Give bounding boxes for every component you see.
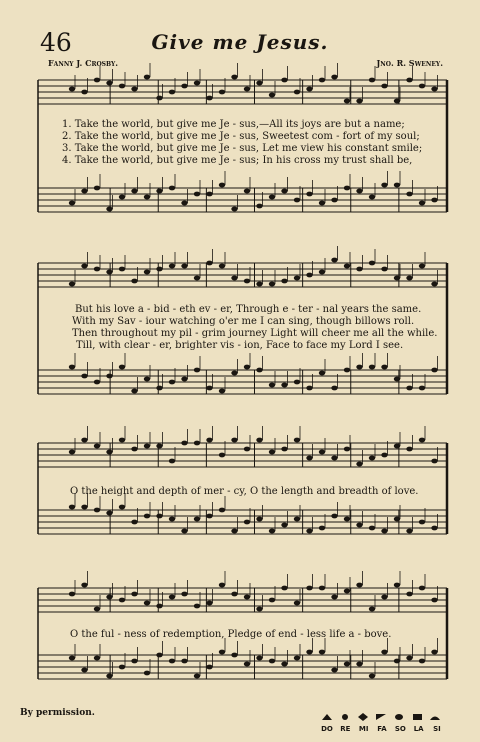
note-head (269, 529, 275, 534)
note-head (319, 526, 325, 531)
shape-notes-icon (320, 713, 444, 721)
note-head (219, 183, 225, 188)
note-head (419, 264, 425, 269)
note-head (69, 592, 75, 597)
note-head (219, 453, 225, 458)
note-head (181, 659, 187, 664)
note-head (169, 90, 175, 95)
note-head (269, 195, 275, 200)
note-head (244, 595, 250, 600)
note-head (181, 592, 187, 597)
note-head (81, 583, 87, 588)
note-head (294, 276, 300, 281)
note-head (144, 270, 150, 275)
note-head (69, 450, 75, 455)
note-head (306, 87, 312, 92)
note-head (344, 447, 350, 452)
note-head (431, 459, 437, 464)
note-head (406, 192, 412, 197)
note-head (131, 520, 137, 525)
note-head (231, 438, 237, 443)
note-head (206, 601, 212, 606)
note-head (419, 586, 425, 591)
note-head (306, 192, 312, 197)
note-head (269, 450, 275, 455)
note-head (156, 653, 162, 658)
note-head (319, 586, 325, 591)
note-head (419, 386, 425, 391)
note-head (381, 529, 387, 534)
solfa-si: SI (433, 725, 441, 733)
note-head (256, 517, 262, 522)
note-head (244, 365, 250, 370)
note-head (294, 656, 300, 661)
note-head (69, 656, 75, 661)
note-head (431, 526, 437, 531)
note-head (256, 656, 262, 661)
note-head (356, 523, 362, 528)
note-head (369, 78, 375, 83)
note-head (356, 365, 362, 370)
note-head (431, 598, 437, 603)
note-head (406, 386, 412, 391)
note-head (106, 81, 112, 86)
note-head (406, 592, 412, 597)
note-head (94, 267, 100, 272)
note-head (431, 282, 437, 287)
page-number: 46 (40, 28, 72, 57)
note-head (119, 598, 125, 603)
note-head (369, 526, 375, 531)
note-head (244, 279, 250, 284)
note-head (331, 386, 337, 391)
note-head (269, 282, 275, 287)
note-head (181, 377, 187, 382)
note-head (269, 383, 275, 388)
composer-credit: Jno. R. Sweney. (376, 58, 443, 68)
note-head (156, 514, 162, 519)
note-head (169, 380, 175, 385)
note-head (119, 267, 125, 272)
note-head (431, 650, 437, 655)
note-head (356, 583, 362, 588)
hymn-title: Give me Jesus. (151, 30, 329, 54)
note-head (269, 659, 275, 664)
note-head (419, 438, 425, 443)
verse-2-line: 2. Take the world, but give me Je - sus, Sweetest com - fort of my soul; (62, 131, 420, 142)
note-head (119, 438, 125, 443)
note-head (369, 456, 375, 461)
note-head (256, 282, 262, 287)
note-head (194, 368, 200, 373)
note-head (206, 192, 212, 197)
note-head (381, 267, 387, 272)
note-head (256, 368, 262, 373)
note-head (194, 192, 200, 197)
note-head (356, 462, 362, 467)
note-head (281, 523, 287, 528)
note-head (81, 438, 87, 443)
note-head (294, 438, 300, 443)
note-head (319, 371, 325, 376)
note-head (231, 75, 237, 80)
note-head (206, 96, 212, 101)
second-line-verse-3: Then throughout my pil - grim journey Light will cheer me all the while. (72, 328, 438, 339)
note-head (344, 186, 350, 191)
note-head (206, 514, 212, 519)
note-head (356, 662, 362, 667)
note-head (381, 84, 387, 89)
note-head (81, 189, 87, 194)
note-head (394, 183, 400, 188)
note-head (231, 653, 237, 658)
note-head (406, 276, 412, 281)
note-head (181, 84, 187, 89)
note-head (94, 444, 100, 449)
note-head (81, 264, 87, 269)
note-head (419, 201, 425, 206)
note-head (256, 607, 262, 612)
note-head (156, 386, 162, 391)
note-head (431, 87, 437, 92)
note-head (81, 374, 87, 379)
note-head (294, 198, 300, 203)
note-head (69, 87, 75, 92)
note-head (256, 81, 262, 86)
note-head (94, 380, 100, 385)
note-head (281, 383, 287, 388)
note-head (144, 444, 150, 449)
second-line-verse-1: But his love a - bid - eth ev - er, Through e - ter - nal years the same. (75, 304, 422, 315)
note-head (81, 505, 87, 510)
chorus-line-1: O the height and depth of mer - cy, O the length and breadth of love. (70, 486, 419, 497)
second-line-verse-4: Till, with clear - er, brighter vis - ion, Face to face my Lord I see. (76, 340, 404, 351)
note-head (206, 386, 212, 391)
note-head (144, 75, 150, 80)
note-head (194, 441, 200, 446)
note-head (394, 377, 400, 382)
note-head (256, 438, 262, 443)
note-head (131, 592, 137, 597)
note-head (319, 450, 325, 455)
author-credit: Fanny J. Crosby. (48, 58, 119, 68)
note-head (369, 365, 375, 370)
note-head (281, 586, 287, 591)
note-head (94, 78, 100, 83)
note-head (406, 656, 412, 661)
note-head (69, 365, 75, 370)
note-head (144, 671, 150, 676)
note-head (144, 195, 150, 200)
note-head (431, 198, 437, 203)
note-head (394, 517, 400, 522)
note-head (344, 368, 350, 373)
note-head (219, 650, 225, 655)
note-head (381, 595, 387, 600)
note-head (181, 441, 187, 446)
note-head (181, 529, 187, 534)
note-head (69, 505, 75, 510)
note-head (106, 674, 112, 679)
solfa-re: RE (340, 725, 351, 733)
note-head (119, 195, 125, 200)
note-head (281, 189, 287, 194)
note-head (369, 607, 375, 612)
note-head (319, 201, 325, 206)
solfa-scale (320, 706, 444, 733)
note-head (406, 447, 412, 452)
note-head (244, 189, 250, 194)
note-head (356, 99, 362, 104)
solfa-do: DO (321, 725, 333, 733)
note-head (344, 517, 350, 522)
verse-1-line: 1. Take the world, but give me Je - sus,—All its joys are but a name; (62, 119, 405, 130)
note-head (194, 276, 200, 281)
note-head (169, 186, 175, 191)
note-head (394, 444, 400, 449)
note-head (331, 595, 337, 600)
note-head (431, 368, 437, 373)
note-head (294, 517, 300, 522)
note-head (244, 662, 250, 667)
solfa-so: SO (394, 725, 406, 733)
note-head (169, 517, 175, 522)
note-head (231, 207, 237, 212)
note-head (94, 186, 100, 191)
note-head (356, 189, 362, 194)
note-head (131, 279, 137, 284)
note-head (394, 99, 400, 104)
note-head (231, 276, 237, 281)
verse-3-line: 3. Take the world, but give me Je - sus, Let me view his constant smile; (62, 143, 423, 154)
note-head (156, 96, 162, 101)
note-head (131, 447, 137, 452)
note-head (306, 386, 312, 391)
note-head (81, 668, 87, 673)
note-head (106, 270, 112, 275)
note-head (419, 520, 425, 525)
note-head (331, 198, 337, 203)
note-head (306, 650, 312, 655)
note-head (194, 674, 200, 679)
note-head (144, 514, 150, 519)
note-head (119, 665, 125, 670)
note-head (194, 604, 200, 609)
note-head (181, 201, 187, 206)
note-head (156, 267, 162, 272)
note-head (344, 264, 350, 269)
permission-note: By permission. (20, 708, 95, 718)
note-head (244, 447, 250, 452)
solfa-fa: FA (377, 725, 387, 733)
note-head (306, 273, 312, 278)
note-head (281, 78, 287, 83)
note-head (206, 261, 212, 266)
note-head (69, 201, 75, 206)
note-head (394, 583, 400, 588)
note-head (219, 264, 225, 269)
note-head (181, 264, 187, 269)
note-head (381, 183, 387, 188)
note-head (131, 189, 137, 194)
note-head (419, 659, 425, 664)
note-head (381, 453, 387, 458)
note-head (269, 93, 275, 98)
note-head (394, 659, 400, 664)
note-head (331, 514, 337, 519)
note-head (294, 601, 300, 606)
note-head (231, 592, 237, 597)
note-head (381, 365, 387, 370)
note-head (294, 90, 300, 95)
note-head (319, 270, 325, 275)
note-head (94, 508, 100, 513)
note-head (331, 668, 337, 673)
chorus-line-2: O the ful - ness of redemption, Pledge of end - less life a - bove. (70, 629, 392, 640)
note-head (219, 583, 225, 588)
note-head (169, 659, 175, 664)
note-head (369, 261, 375, 266)
note-head (131, 659, 137, 664)
note-head (144, 601, 150, 606)
note-head (94, 656, 100, 661)
note-head (281, 279, 287, 284)
verse-4-line: 4. Take the world, but give me Je - sus; In his cross my trust shall be, (62, 155, 413, 166)
second-line-verse-2: With my Sav - iour watching o'er me I can sing, though billows roll. (72, 316, 415, 327)
note-head (81, 90, 87, 95)
note-head (381, 650, 387, 655)
note-head (369, 674, 375, 679)
note-head (319, 650, 325, 655)
note-head (131, 87, 137, 92)
note-head (306, 586, 312, 591)
note-head (106, 595, 112, 600)
note-head (106, 450, 112, 455)
note-head (231, 529, 237, 534)
note-head (331, 75, 337, 80)
note-head (356, 267, 362, 272)
solfa-mi: MI (358, 725, 369, 733)
solfa-la: LA (413, 725, 424, 733)
note-head (69, 282, 75, 287)
note-head (94, 607, 100, 612)
note-head (169, 459, 175, 464)
note-head (156, 189, 162, 194)
note-head (394, 276, 400, 281)
note-head (331, 456, 337, 461)
note-head (169, 264, 175, 269)
note-head (406, 78, 412, 83)
note-head (219, 90, 225, 95)
note-head (119, 84, 125, 89)
note-head (419, 84, 425, 89)
note-head (281, 662, 287, 667)
note-head (194, 517, 200, 522)
note-head (206, 665, 212, 670)
note-head (344, 589, 350, 594)
note-head (144, 377, 150, 382)
note-head (294, 380, 300, 385)
note-head (369, 195, 375, 200)
note-head (306, 529, 312, 534)
note-head (119, 365, 125, 370)
note-head (131, 389, 137, 394)
note-head (106, 207, 112, 212)
note-head (344, 662, 350, 667)
note-head (156, 444, 162, 449)
note-head (281, 447, 287, 452)
note-head (319, 78, 325, 83)
note-head (244, 520, 250, 525)
note-head (119, 505, 125, 510)
note-head (306, 456, 312, 461)
note-head (406, 529, 412, 534)
note-head (231, 371, 237, 376)
note-head (219, 389, 225, 394)
note-head (219, 508, 225, 513)
note-head (106, 374, 112, 379)
note-head (244, 87, 250, 92)
note-head (331, 258, 337, 263)
note-head (106, 511, 112, 516)
note-head (344, 99, 350, 104)
note-head (206, 438, 212, 443)
note-head (169, 595, 175, 600)
note-head (256, 204, 262, 209)
note-head (194, 81, 200, 86)
note-head (156, 604, 162, 609)
note-head (269, 598, 275, 603)
